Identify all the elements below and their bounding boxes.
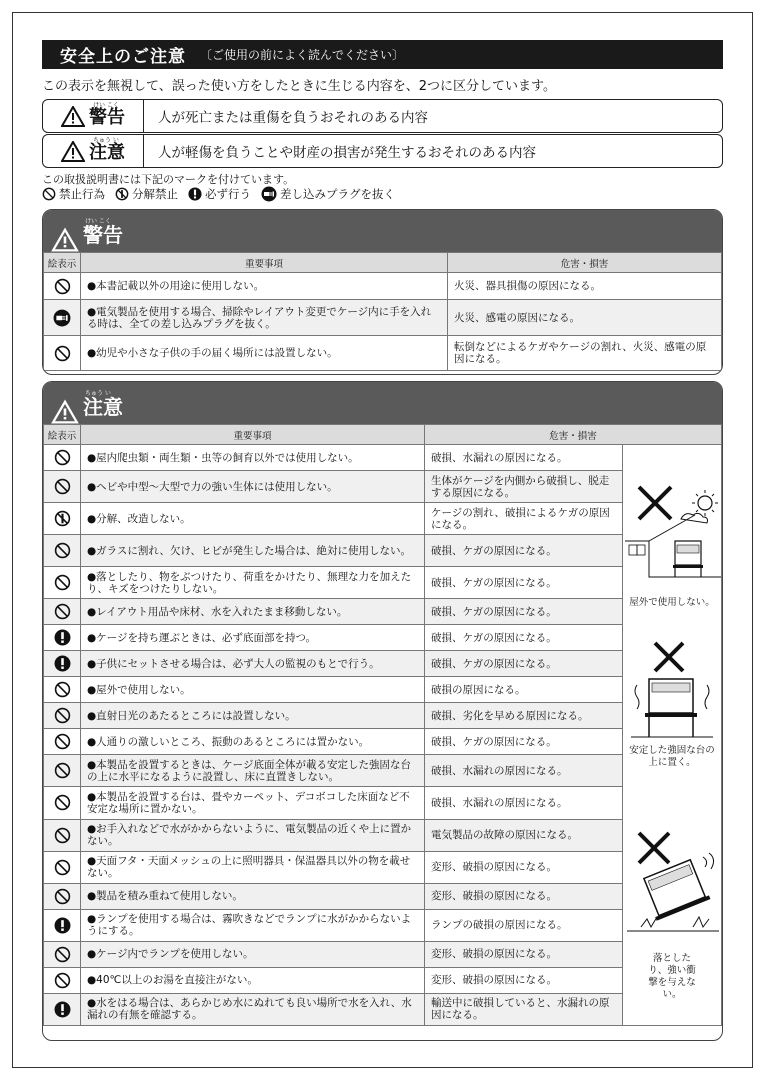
row-item: ●屋内爬虫類・両生類・虫等の飼育以外では使用しない。: [81, 445, 425, 471]
row-item: ●落としたり、物をぶつけたり、荷重をかけたり、無理な力を加えたり、キズをつけたりしない。: [81, 567, 425, 599]
column-header: 危害・損害: [448, 253, 722, 273]
prohibit-icon: [54, 794, 71, 811]
prohibit-icon: [54, 345, 71, 362]
row-icon-cell: [44, 755, 81, 787]
mark-prohibit: 禁止行為: [42, 186, 105, 202]
row-item: ●水をはる場合は、あらかじめ水にぬれても良い場所で水を入れ、水漏れの有無を確認する。: [81, 993, 425, 1025]
stand-illustration: [627, 641, 717, 743]
row-item: ●本書記載以外の用途に使用しない。: [81, 273, 448, 300]
signal-warning-label: けい こく 警告: [43, 100, 144, 132]
table-row: [44, 967, 722, 993]
row-harm: 破損、ケガの原因になる。: [425, 567, 623, 599]
row-item: ●幼児や小さな子供の手の届く場所には設置しない。: [81, 336, 448, 371]
table-row: [44, 567, 722, 599]
row-item: ●屋外で使用しない。: [81, 677, 425, 703]
signal-caution-box: [42, 134, 723, 168]
no-disassembly-icon: [115, 187, 129, 201]
table-row: [44, 677, 722, 703]
row-icon-cell: [44, 993, 81, 1025]
warning-heading-ruby: けい こく: [85, 218, 111, 225]
row-harm: 輸送中に破損していると、水漏れの原因になる。: [425, 993, 623, 1025]
row-item: ●子供にセットさせる場合は、必ず大人の監視のもとで行う。: [81, 651, 425, 677]
row-icon-cell: [44, 336, 81, 371]
row-item: ●ケージ内でランプを使用しない。: [81, 941, 425, 967]
illustration-caption: 安定した強固な台の上に置く。: [629, 745, 715, 768]
table-row: [44, 787, 722, 819]
row-icon-cell: [44, 599, 81, 625]
row-item: ●ランプを使用する場合は、霧吹きなどでランプに水がかからないようにする。: [81, 909, 425, 941]
row-item: ●人通りの激しいところ、振動のあるところには置かない。: [81, 729, 425, 755]
mark-mandatory: 必ず行う: [188, 186, 251, 202]
prohibit-icon: [54, 449, 71, 466]
table-row: [44, 471, 722, 503]
signal-caution-ruby: ちゅう い: [93, 137, 119, 144]
unplug-icon: [261, 186, 277, 202]
table-row: [44, 993, 722, 1025]
caution-heading: 注意: [83, 395, 123, 419]
row-item: ●レイアウト用品や床材、水を入れたまま移動しない。: [81, 599, 425, 625]
table-row: [44, 445, 722, 471]
marks-legend: [42, 186, 405, 202]
mandatory-icon: [54, 629, 71, 646]
page-title: 安全上のご注意: [60, 47, 186, 67]
signal-warning-text: 人が死亡または重傷を負うおそれのある内容: [158, 110, 428, 126]
prohibit-icon: [54, 478, 71, 495]
table-row: [44, 819, 722, 851]
section-title-bar: [42, 40, 723, 69]
prohibit-icon: [54, 827, 71, 844]
intro-text: この表示を無視して、誤った使い方をしたときに生じる内容を、2つに区分しています。: [42, 79, 556, 94]
row-harm: 変形、破損の原因になる。: [425, 851, 623, 883]
row-icon-cell: [44, 677, 81, 703]
warning-rows: [44, 273, 722, 371]
prohibit-icon: [54, 603, 71, 620]
illustration-caption: 屋外で使用しない。: [629, 597, 715, 608]
row-harm: 破損、水漏れの原因になる。: [425, 755, 623, 787]
signal-caution-text: 人が軽傷を負うことや財産の損害が発生するおそれのある内容: [158, 145, 536, 161]
mandatory-icon: [54, 917, 71, 934]
column-header: 重要事項: [81, 253, 448, 273]
marks-note: この取扱説明書には下記のマークを付けています。: [42, 173, 295, 186]
row-harm: 火災、感電の原因になる。: [448, 300, 722, 336]
row-item: ●直射日光のあたるところには設置しない。: [81, 703, 425, 729]
prohibit-icon: [54, 278, 71, 295]
table-row: [44, 883, 722, 909]
row-item: ●天面フタ・天面メッシュの上に照明器具・保温器具以外の物を載せない。: [81, 851, 425, 883]
table-row: [44, 535, 722, 567]
signal-warning-ruby: けい こく: [93, 102, 119, 109]
mandatory-icon: [188, 187, 202, 201]
column-header: 絵表示: [44, 425, 81, 445]
mark-unplug: 差し込みプラグを抜く: [261, 186, 395, 202]
row-item: ●本製品を設置する台は、畳やカーペット、デコボコした床面など不安定な場所に置かない。: [81, 787, 425, 819]
row-harm: 転倒などによるケガやケージの割れ、火災、感電の原因になる。: [448, 336, 722, 371]
row-icon-cell: [44, 445, 81, 471]
no-disassembly-icon: [54, 510, 71, 527]
row-item: ●分解、改造しない。: [81, 503, 425, 535]
column-header: 危害・損害: [425, 425, 722, 445]
warning-table-header: [44, 253, 722, 273]
signal-warning-box: [42, 99, 723, 133]
row-item: ●40℃以上のお湯を直接注がない。: [81, 967, 425, 993]
prohibit-icon: [54, 972, 71, 989]
row-harm: 火災、器具損傷の原因になる。: [448, 273, 722, 300]
table-row: [44, 625, 722, 651]
warning-triangle-icon: [51, 227, 79, 252]
table-row: [44, 941, 722, 967]
row-harm: 変形、破損の原因になる。: [425, 941, 623, 967]
row-icon-cell: [44, 471, 81, 503]
caution-rows: [44, 445, 722, 1026]
row-item: ●ケージを持ち運ぶときは、必ず底面部を持つ。: [81, 625, 425, 651]
row-item: ●製品を積み重ねて使用しない。: [81, 883, 425, 909]
prohibit-icon: [54, 733, 71, 750]
caution-panel: [42, 381, 723, 1041]
row-harm: 破損、ケガの原因になる。: [425, 651, 623, 677]
prohibit-icon: [42, 187, 56, 201]
row-icon-cell: [44, 651, 81, 677]
row-harm: 破損、ケガの原因になる。: [425, 625, 623, 651]
table-row: [44, 703, 722, 729]
table-row: [44, 300, 722, 336]
caution-table-header: [44, 425, 722, 445]
column-header: 絵表示: [44, 253, 81, 273]
prohibit-icon: [54, 888, 71, 905]
caution-table: [43, 424, 722, 1026]
mandatory-icon: [54, 655, 71, 672]
prohibit-icon: [54, 762, 71, 779]
illustration-caption: 落としたり、強い衝撃を与えない。: [648, 953, 696, 1000]
row-harm: 電気製品の故障の原因になる。: [425, 819, 623, 851]
caution-heading-ruby: ちゅう い: [85, 390, 111, 397]
table-row: [44, 651, 722, 677]
row-harm: 破損の原因になる。: [425, 677, 623, 703]
drop-impact-illustration: [625, 831, 721, 939]
column-header: 重要事項: [81, 425, 425, 445]
warning-heading: 警告: [83, 223, 123, 247]
row-item: ●本製品を設置するときは、ケージ底面全体が載る安定した強固な台の上に水平になるように設置し、床に直置きしない。: [81, 755, 425, 787]
table-row: [44, 851, 722, 883]
table-row: [44, 755, 722, 787]
row-icon-cell: [44, 729, 81, 755]
row-harm: 変形、破損の原因になる。: [425, 883, 623, 909]
row-item: ●ガラスに割れ、欠け、ヒビが発生した場合は、絶対に使用しない。: [81, 535, 425, 567]
row-icon-cell: [44, 625, 81, 651]
table-row: [44, 599, 722, 625]
row-harm: 生体がケージを内側から破損し、脱走する原因になる。: [425, 471, 623, 503]
row-harm: 破損、ケガの原因になる。: [425, 535, 623, 567]
table-row: [44, 503, 722, 535]
row-icon-cell: [44, 567, 81, 599]
row-icon-cell: [44, 273, 81, 300]
illustration-column: [623, 445, 722, 1026]
row-harm: 変形、破損の原因になる。: [425, 967, 623, 993]
warning-table: [43, 252, 722, 371]
row-item: ●ヘビや中型～大型で力の強い生体には使用しない。: [81, 471, 425, 503]
row-icon-cell: [44, 300, 81, 336]
warning-panel: [42, 209, 723, 375]
row-item: ●電気製品を使用する場合、掃除やレイアウト変更でケージ内に手を入れる時は、全ての差し込みプラグを抜く。: [81, 300, 448, 336]
row-item: ●お手入れなどで水がかからないように、電気製品の近くや上に置かない。: [81, 819, 425, 851]
warning-triangle-icon: [61, 141, 85, 162]
caution-panel-header: [43, 382, 722, 424]
page-subtitle: 〔ご使用の前によく読んでください〕: [200, 48, 405, 62]
warning-triangle-icon: [61, 106, 85, 127]
row-harm: 破損、ケガの原因になる。: [425, 599, 623, 625]
row-icon-cell: [44, 819, 81, 851]
table-row: [44, 273, 722, 300]
row-icon-cell: [44, 787, 81, 819]
table-row: [44, 909, 722, 941]
prohibit-icon: [54, 542, 71, 559]
row-icon-cell: [44, 535, 81, 567]
row-harm: 破損、ケガの原因になる。: [425, 729, 623, 755]
row-harm: 破損、劣化を早める原因になる。: [425, 703, 623, 729]
signal-caution-label: ちゅう い 注意: [43, 135, 144, 167]
prohibit-icon: [54, 707, 71, 724]
row-icon-cell: [44, 851, 81, 883]
prohibit-icon: [54, 574, 71, 591]
table-row: [44, 729, 722, 755]
illustrations: [623, 445, 721, 1025]
prohibit-icon: [54, 681, 71, 698]
row-icon-cell: [44, 941, 81, 967]
row-icon-cell: [44, 909, 81, 941]
warning-panel-header: [43, 210, 722, 252]
prohibit-icon: [54, 946, 71, 963]
row-icon-cell: [44, 703, 81, 729]
row-icon-cell: [44, 503, 81, 535]
row-harm: 破損、水漏れの原因になる。: [425, 445, 623, 471]
row-icon-cell: [44, 967, 81, 993]
row-icon-cell: [44, 883, 81, 909]
row-harm: ケージの割れ、破損によるケガの原因になる。: [425, 503, 623, 535]
mark-no-disassembly: 分解禁止: [115, 186, 178, 202]
row-harm: 破損、水漏れの原因になる。: [425, 787, 623, 819]
table-row: [44, 336, 722, 371]
row-harm: ランプの破損の原因になる。: [425, 909, 623, 941]
mandatory-icon: [54, 1001, 71, 1018]
unplug-icon: [53, 309, 71, 327]
outdoor-sun-illustration: [625, 479, 721, 589]
warning-triangle-icon: [51, 399, 79, 424]
prohibit-icon: [54, 859, 71, 876]
